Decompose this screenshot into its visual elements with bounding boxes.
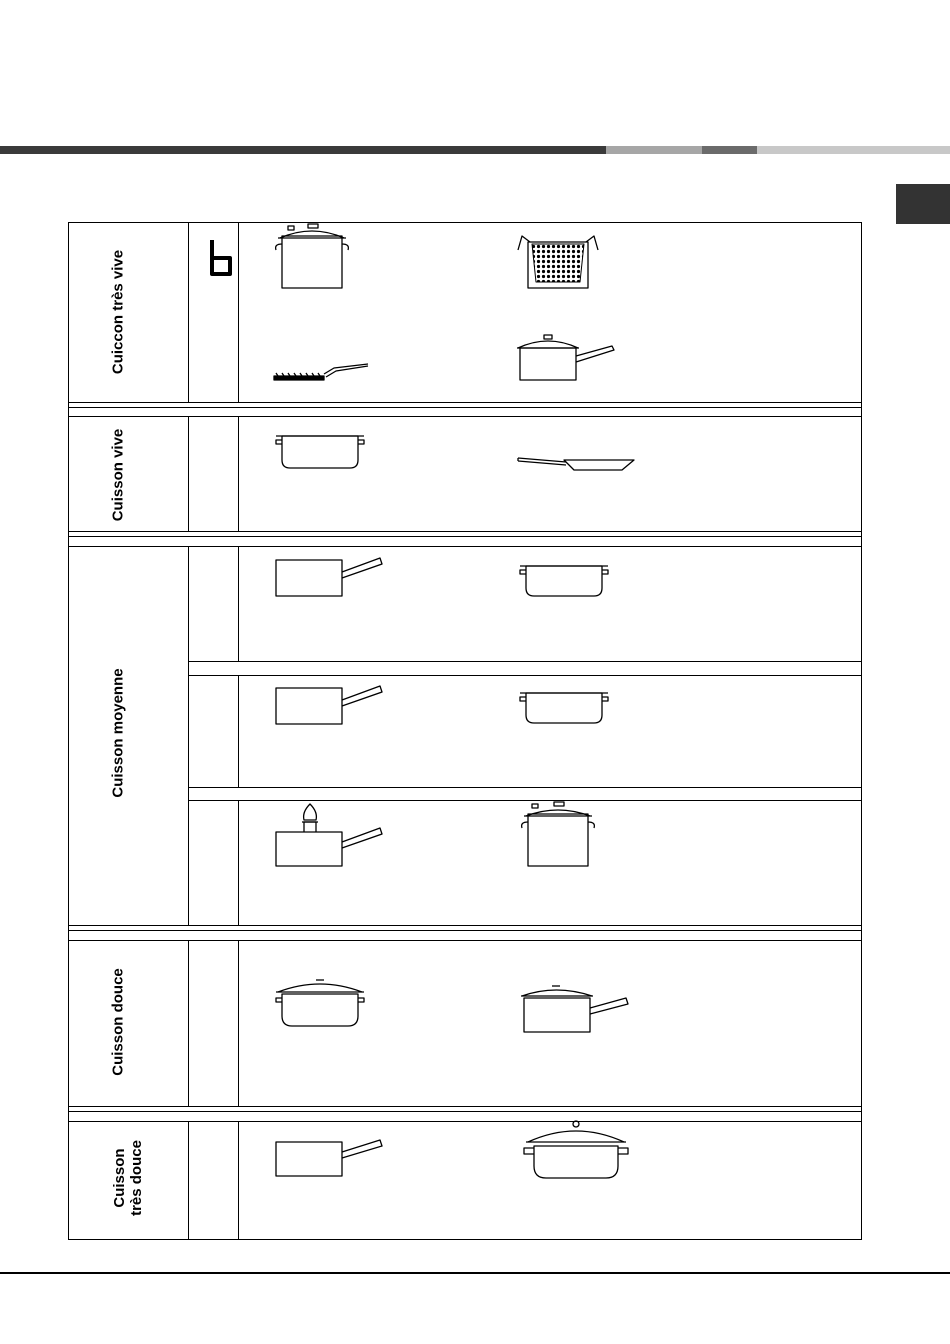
spacer-line — [68, 536, 862, 537]
column-divider — [188, 546, 189, 926]
spacer-tick — [861, 926, 862, 940]
header-band-dark — [0, 146, 606, 154]
spacer-line — [68, 407, 862, 408]
column-divider — [238, 222, 239, 403]
saucepan-with-infuser-icon — [272, 802, 386, 872]
column-divider — [188, 1121, 189, 1240]
saucepan-open-icon — [272, 684, 386, 730]
spacer-tick — [861, 403, 862, 416]
header-band-pale — [757, 146, 950, 154]
footer-rule — [0, 1272, 950, 1274]
grill-pan-icon — [272, 360, 372, 384]
subrow-line — [188, 661, 862, 662]
spacer-tick — [68, 1107, 69, 1121]
spacer-tick — [861, 532, 862, 546]
spacer-tick — [68, 926, 69, 940]
saucepan-open-icon — [272, 1136, 386, 1182]
section-label-tres-douce: Cuisson très douce — [111, 1140, 145, 1216]
column-divider — [188, 940, 189, 1107]
column-divider — [188, 416, 189, 532]
header-band-mid — [702, 146, 757, 154]
column-divider — [238, 675, 239, 787]
casserole-open-icon — [516, 562, 616, 602]
casserole-open-icon — [516, 689, 616, 729]
stockpot-with-lid-icon — [516, 800, 600, 870]
column-divider — [238, 940, 239, 1107]
dutch-oven-with-lid-icon — [520, 1118, 634, 1184]
frying-pan-icon — [516, 454, 640, 476]
section-label-moyenne: Cuisson moyenne — [109, 668, 127, 798]
saucepan-with-lid-icon — [516, 334, 616, 384]
column-divider — [238, 1121, 239, 1240]
column-divider — [238, 416, 239, 532]
column-divider — [238, 800, 239, 926]
subrow-line — [188, 675, 862, 676]
casserole-open-icon — [272, 432, 372, 472]
casserole-with-lid-icon — [272, 976, 372, 1032]
subrow-line — [188, 787, 862, 788]
stockpot-with-lid-icon — [272, 224, 354, 294]
saucepan-with-lid-icon — [516, 984, 632, 1036]
section-label-vive: Cuisson vive — [109, 428, 127, 522]
level-b-icon — [208, 240, 234, 278]
column-divider — [188, 222, 189, 403]
section-label-douce: Cuisson douce — [109, 968, 127, 1076]
spacer-line — [68, 1111, 862, 1112]
saucepan-open-icon — [272, 554, 386, 602]
spacer-tick — [861, 1107, 862, 1121]
spacer-tick — [68, 532, 69, 546]
deep-fry-basket-icon — [516, 234, 600, 292]
spacer-line — [68, 930, 862, 931]
header-band-light — [606, 146, 702, 154]
section-label-tres-vive: Cuiccon très vive — [109, 249, 127, 375]
language-side-tab — [896, 184, 950, 224]
column-divider — [238, 546, 239, 661]
spacer-tick — [68, 403, 69, 416]
